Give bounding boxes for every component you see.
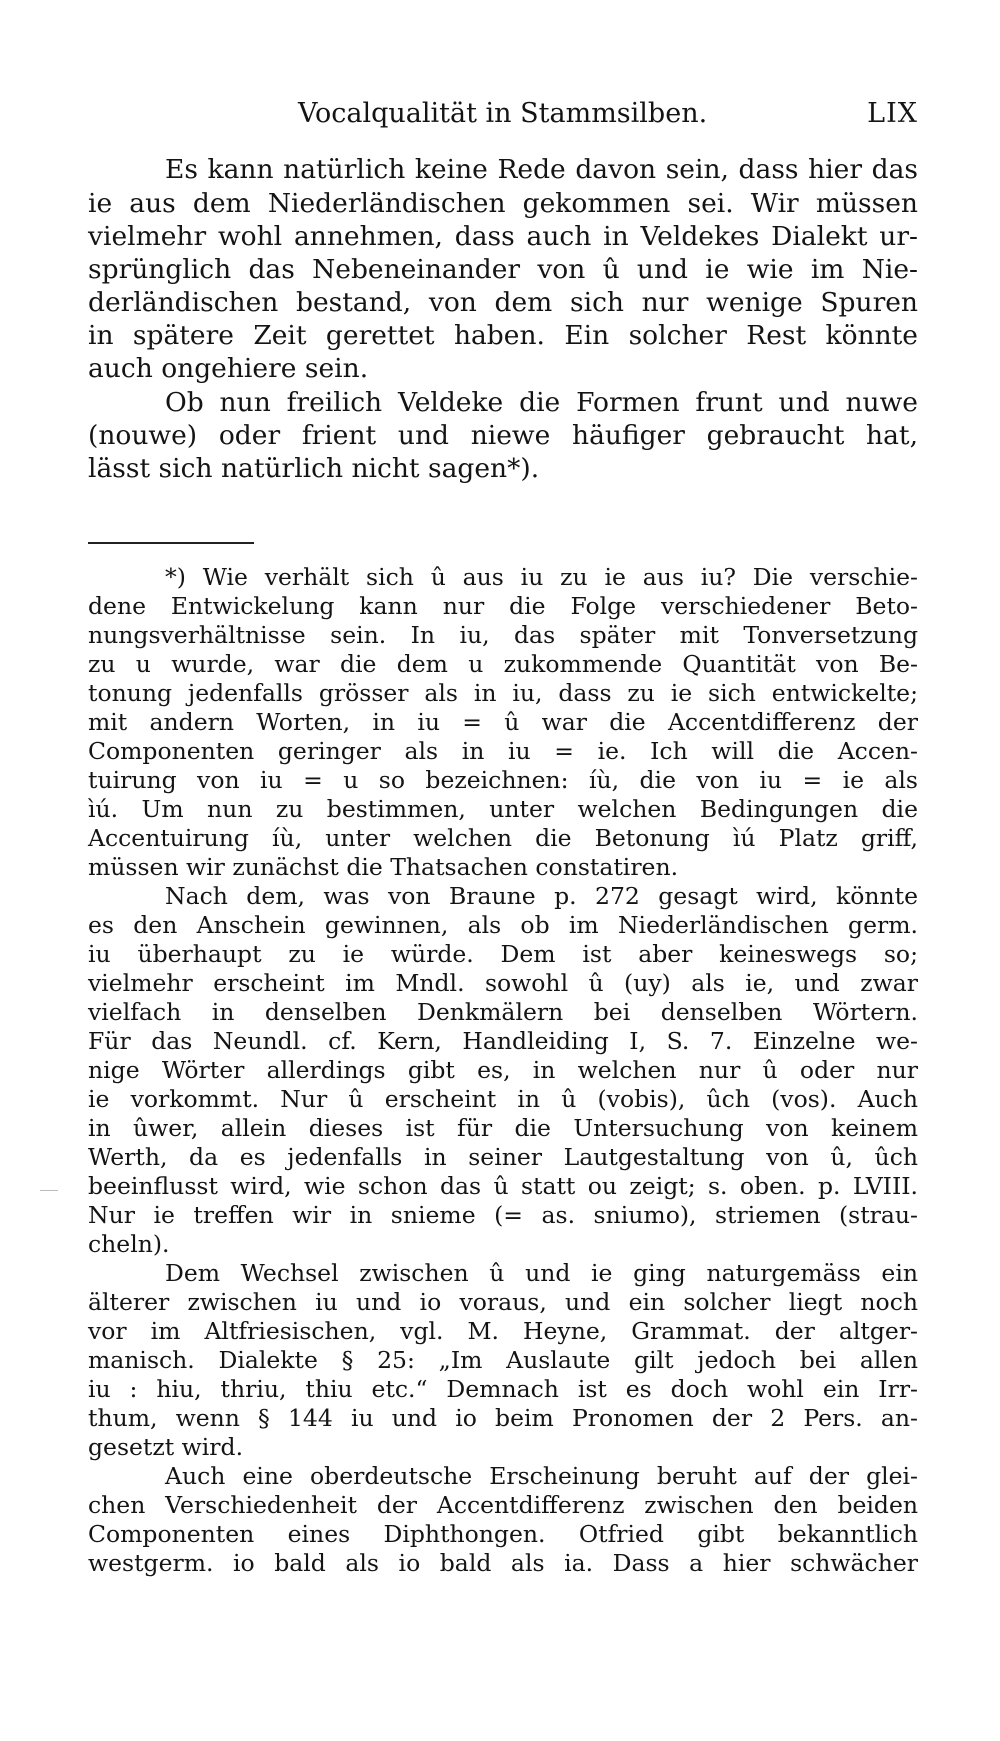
- footnote-line: müssen wir zunächst die Thatsachen constatiren.: [88, 853, 679, 881]
- footnote-line: thum, wenn § 144 iu und io beim Pronomen der 2 Pers. an-: [88, 1404, 918, 1432]
- footnote-line: nige Wörter allerdings gibt es, in welchen nur û oder nur: [88, 1056, 918, 1084]
- footnote-line: Für das Neundl. cf. Kern, Handleiding I, S. 7. Einzelne we-: [88, 1027, 918, 1055]
- text-line: sprünglich das Nebeneinander von û und ie wie im Nie-: [88, 254, 918, 285]
- text-line: ie aus dem Niederländischen gekommen sei. Wir müssen: [88, 188, 918, 219]
- footnote-line: iu : hiu, thriu, thiu etc.“ Demnach ist es doch wohl ein Irr-: [88, 1375, 918, 1403]
- footnote-line: Componenten eines Diphthongen. Otfried gibt bekanntlich: [88, 1520, 918, 1548]
- footnote-line: vielmehr erscheint im Mndl. sowohl û (uy) als ie, und zwar: [88, 969, 918, 997]
- footnote-line: Auch eine oberdeutsche Erscheinung beruht auf der glei-: [165, 1462, 918, 1490]
- footnote-line: ie vorkommt. Nur û erscheint in û (vobis), ûch (vos). Auch: [88, 1085, 918, 1113]
- running-head: [88, 94, 918, 134]
- footnote-line: zu u wurde, war die dem u zukommende Quantität von Be-: [88, 650, 918, 678]
- footnote-line: Werth, da es jedenfalls in seiner Lautgestaltung von û, ûch: [88, 1143, 918, 1171]
- footnote-line: Nach dem, was von Braune p. 272 gesagt wird, könnte: [165, 882, 918, 910]
- text-line: in spätere Zeit gerettet haben. Ein solcher Rest könnte: [88, 320, 918, 351]
- text-line: Es kann natürlich keine Rede davon sein, dass hier das: [165, 154, 918, 185]
- footnote-line: gesetzt wird.: [88, 1433, 244, 1461]
- footnote-line: Nur ie treffen wir in snieme (= as. sniumo), striemen (strau-: [88, 1201, 918, 1229]
- footnote-line: ìú. Um nun zu bestimmen, unter welchen Bedingungen die: [88, 795, 918, 823]
- footnote-line: cheln).: [88, 1230, 170, 1258]
- margin-mark: [40, 1190, 58, 1191]
- text-line: auch ongehiere sein.: [88, 353, 369, 384]
- footnote-line: beeinflusst wird, wie schon das û statt ou zeigt; s. oben. p. LVIII.: [88, 1172, 918, 1200]
- footnote-line: *) Wie verhält sich û aus iu zu ie aus iu? Die verschie-: [165, 563, 918, 591]
- text-line: derländischen bestand, von dem sich nur wenige Spuren: [88, 287, 918, 318]
- text-line: (nouwe) oder frient und niewe häufiger gebraucht hat,: [88, 420, 918, 451]
- footnote-line: Accentuirung íù, unter welchen die Betonung ìú Platz griff,: [88, 824, 918, 852]
- footnote-line: dene Entwickelung kann nur die Folge verschiedener Beto-: [88, 592, 918, 620]
- footnote-line: tonung jedenfalls grösser als in iu, dass zu ie sich entwickelte;: [88, 679, 918, 707]
- footnote-line: iu überhaupt zu ie würde. Dem ist aber keineswegs so;: [88, 940, 918, 968]
- footnote-line: vielfach in denselben Denkmälern bei denselben Wörtern.: [88, 998, 918, 1026]
- footnote-line: vor im Altfriesischen, vgl. M. Heyne, Grammat. der altger-: [88, 1317, 918, 1345]
- running-title: Vocalqualität in Stammsilben.: [298, 98, 708, 129]
- footnote-line: älterer zwischen iu und io voraus, und ein solcher liegt noch: [88, 1288, 918, 1316]
- footnote-line: Componenten geringer als in iu = ie. Ich will die Accen-: [88, 737, 918, 765]
- footnote-line: nungsverhältnisse sein. In iu, das später mit Tonversetzung: [88, 621, 918, 649]
- footnote-line: tuirung von iu = u so bezeichnen: íù, die von iu = ie als: [88, 766, 918, 794]
- text-line: lässt sich natürlich nicht sagen*).: [88, 453, 540, 484]
- footnote-rule: [88, 542, 254, 544]
- footnote-line: westgerm. io bald als io bald als ia. Dass a hier schwächer: [88, 1549, 918, 1577]
- footnote-line: Dem Wechsel zwischen û und ie ging naturgemäss ein: [165, 1259, 918, 1287]
- footnote-line: chen Verschiedenheit der Accentdifferenz zwischen den beiden: [88, 1491, 918, 1519]
- footnote-line: in ûwer, allein dieses ist für die Untersuchung von keinem: [88, 1114, 918, 1142]
- footnote-line: es den Anschein gewinnen, als ob im Niederländischen germ.: [88, 911, 918, 939]
- text-line: vielmehr wohl annehmen, dass auch in Veldekes Dialekt ur-: [88, 221, 918, 252]
- text-line: Ob nun freilich Veldeke die Formen frunt und nuwe: [165, 387, 918, 418]
- footnote-line: manisch. Dialekte § 25: „Im Auslaute gilt jedoch bei allen: [88, 1346, 918, 1374]
- page-number: LIX: [867, 98, 918, 129]
- footnote-line: mit andern Worten, in iu = û war die Accentdifferenz der: [88, 708, 918, 736]
